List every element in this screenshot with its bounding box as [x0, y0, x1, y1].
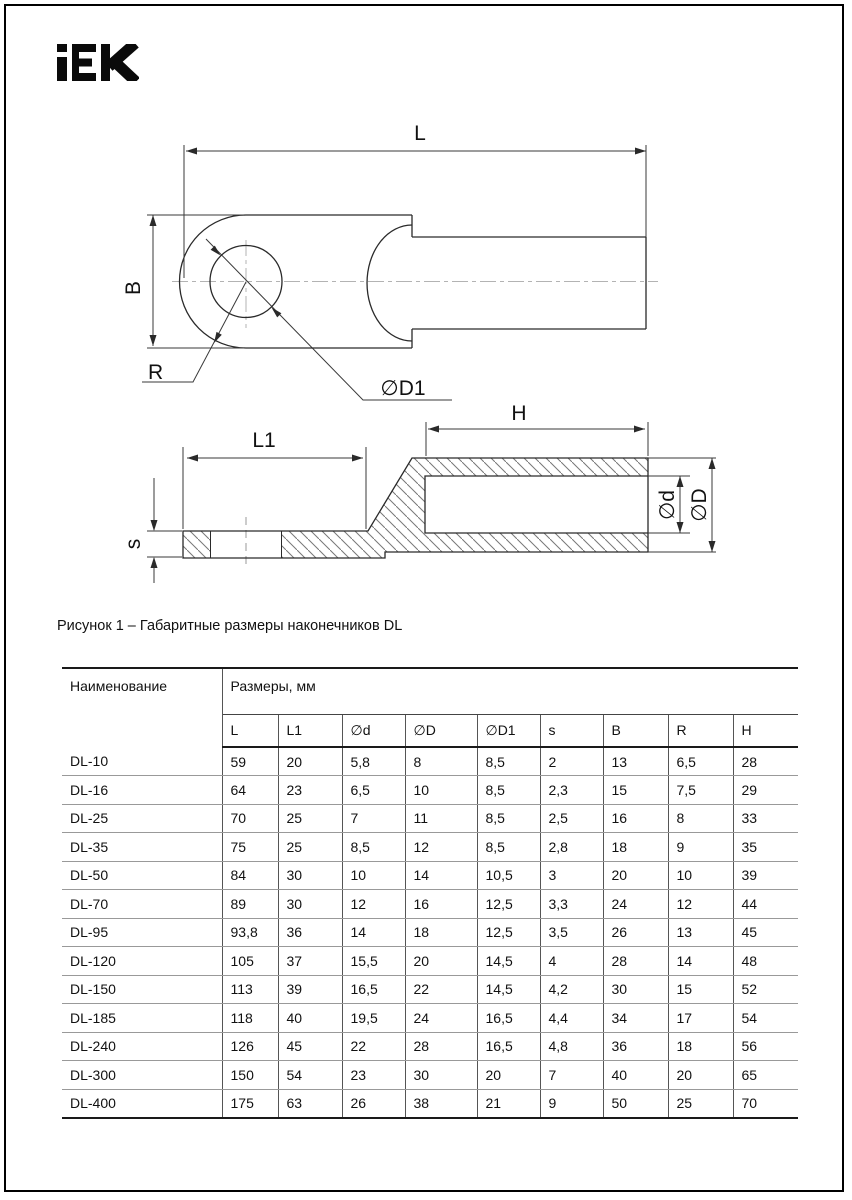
row-value: 2,3 [540, 776, 603, 805]
row-value: 26 [603, 918, 668, 947]
row-value: 75 [222, 833, 278, 862]
row-value: 36 [603, 1032, 668, 1061]
row-value: 64 [222, 776, 278, 805]
row-value: 37 [278, 947, 342, 976]
row-value: 12,5 [477, 890, 540, 919]
row-value: 6,5 [342, 776, 405, 805]
row-value: 65 [733, 1061, 798, 1090]
row-value: 4,8 [540, 1032, 603, 1061]
row-value: 3,3 [540, 890, 603, 919]
row-value: 7,5 [668, 776, 733, 805]
label-L: L [414, 122, 426, 145]
table-row [62, 1089, 798, 1118]
row-value: 118 [222, 1004, 278, 1033]
table-row [62, 975, 798, 1004]
row-value: 20 [278, 747, 342, 776]
row-value: 105 [222, 947, 278, 976]
hole-diameter-leader [206, 239, 452, 400]
row-value: 18 [405, 918, 477, 947]
label-D: ∅D [688, 488, 711, 522]
row-value: 28 [603, 947, 668, 976]
row-value: 15,5 [342, 947, 405, 976]
row-value: 63 [278, 1089, 342, 1118]
row-value: 8 [668, 804, 733, 833]
dimension-d [656, 476, 684, 533]
row-value: 12 [668, 890, 733, 919]
row-value: 25 [278, 804, 342, 833]
bore-outline [425, 476, 648, 533]
row-value: 8 [405, 747, 477, 776]
header-row-group [62, 668, 798, 714]
row-value: 4 [540, 947, 603, 976]
row-value: 10 [342, 861, 405, 890]
row-value: 4,4 [540, 1004, 603, 1033]
row-value: 30 [278, 861, 342, 890]
row-value: 150 [222, 1061, 278, 1090]
column-header: ∅d [342, 714, 405, 747]
column-header: ∅D1 [477, 714, 540, 747]
row-value: 70 [222, 804, 278, 833]
row-value: 23 [342, 1061, 405, 1090]
row-value: 8,5 [477, 776, 540, 805]
table-row [62, 776, 798, 805]
row-value: 44 [733, 890, 798, 919]
row-value: 25 [278, 833, 342, 862]
header-name: Наименование [62, 668, 222, 747]
row-value: 3 [540, 861, 603, 890]
row-value: 3,5 [540, 918, 603, 947]
table-row [62, 890, 798, 919]
row-value: 2,5 [540, 804, 603, 833]
row-name: DL-25 [62, 804, 222, 833]
barrel-outline [412, 237, 646, 329]
table-row [62, 861, 798, 890]
row-value: 38 [405, 1089, 477, 1118]
row-value: 35 [733, 833, 798, 862]
table-body [62, 747, 798, 1118]
dimension-s [122, 478, 182, 583]
row-value: 12 [342, 890, 405, 919]
row-value: 45 [278, 1032, 342, 1061]
label-R: R [148, 361, 164, 384]
row-value: 28 [733, 747, 798, 776]
column-header: L [222, 714, 278, 747]
row-value: 24 [405, 1004, 477, 1033]
row-value: 16,5 [342, 975, 405, 1004]
bore-arc [367, 225, 412, 341]
dimension-L [184, 122, 646, 278]
row-value: 15 [603, 776, 668, 805]
row-value: 8,5 [477, 833, 540, 862]
row-value: 30 [278, 890, 342, 919]
row-name: DL-400 [62, 1089, 222, 1118]
dimension-D [688, 458, 716, 552]
row-name: DL-120 [62, 947, 222, 976]
column-header: s [540, 714, 603, 747]
row-value: 20 [668, 1061, 733, 1090]
table-row [62, 1032, 798, 1061]
figure-caption: Рисунок 1 – Габаритные размеры наконечников DL [57, 618, 403, 634]
row-value: 40 [603, 1061, 668, 1090]
row-value: 14 [342, 918, 405, 947]
label-D1: ∅D1 [380, 377, 426, 400]
row-name: DL-70 [62, 890, 222, 919]
row-value: 175 [222, 1089, 278, 1118]
drawing-side-section [122, 402, 716, 583]
row-value: 17 [668, 1004, 733, 1033]
row-value: 15 [668, 975, 733, 1004]
row-value: 19,5 [342, 1004, 405, 1033]
row-value: 33 [733, 804, 798, 833]
table-row [62, 947, 798, 976]
row-value: 70 [733, 1089, 798, 1118]
row-value: 30 [603, 975, 668, 1004]
row-value: 20 [477, 1061, 540, 1090]
column-header: B [603, 714, 668, 747]
table-row [62, 1004, 798, 1033]
row-value: 16 [405, 890, 477, 919]
row-value: 13 [603, 747, 668, 776]
row-name: DL-35 [62, 833, 222, 862]
row-value: 18 [603, 833, 668, 862]
row-value: 14 [405, 861, 477, 890]
row-value: 29 [733, 776, 798, 805]
row-value: 8,5 [342, 833, 405, 862]
row-name: DL-10 [62, 747, 222, 776]
column-header: H [733, 714, 798, 747]
table-row [62, 804, 798, 833]
row-name: DL-50 [62, 861, 222, 890]
row-value: 40 [278, 1004, 342, 1033]
label-B: B [122, 280, 145, 296]
row-value: 24 [603, 890, 668, 919]
table-row [62, 833, 798, 862]
row-value: 7 [342, 804, 405, 833]
label-H: H [511, 402, 527, 425]
row-value: 36 [278, 918, 342, 947]
row-value: 89 [222, 890, 278, 919]
row-value: 14 [668, 947, 733, 976]
row-value: 59 [222, 747, 278, 776]
row-value: 14,5 [477, 947, 540, 976]
row-value: 21 [477, 1089, 540, 1118]
row-name: DL-240 [62, 1032, 222, 1061]
label-L1: L1 [252, 429, 276, 452]
row-value: 9 [540, 1089, 603, 1118]
row-value: 28 [405, 1032, 477, 1061]
row-value: 45 [733, 918, 798, 947]
row-value: 26 [342, 1089, 405, 1118]
label-s: s [122, 538, 145, 550]
row-value: 18 [668, 1032, 733, 1061]
row-value: 16,5 [477, 1032, 540, 1061]
row-value: 30 [405, 1061, 477, 1090]
row-value: 113 [222, 975, 278, 1004]
row-value: 39 [733, 861, 798, 890]
row-value: 10 [668, 861, 733, 890]
row-value: 7 [540, 1061, 603, 1090]
row-value: 54 [278, 1061, 342, 1090]
row-value: 54 [733, 1004, 798, 1033]
row-value: 93,8 [222, 918, 278, 947]
row-value: 56 [733, 1032, 798, 1061]
table-row [62, 1061, 798, 1090]
row-value: 9 [668, 833, 733, 862]
row-value: 126 [222, 1032, 278, 1061]
drawing-top-view [122, 122, 658, 400]
row-name: DL-150 [62, 975, 222, 1004]
row-value: 12 [405, 833, 477, 862]
row-value: 6,5 [668, 747, 733, 776]
row-value: 48 [733, 947, 798, 976]
row-value: 2 [540, 747, 603, 776]
row-name: DL-185 [62, 1004, 222, 1033]
row-value: 20 [405, 947, 477, 976]
row-value: 16,5 [477, 1004, 540, 1033]
row-name: DL-300 [62, 1061, 222, 1090]
label-d: ∅d [656, 490, 679, 520]
row-value: 8,5 [477, 804, 540, 833]
row-value: 11 [405, 804, 477, 833]
row-value: 13 [668, 918, 733, 947]
row-name: DL-16 [62, 776, 222, 805]
row-value: 52 [733, 975, 798, 1004]
row-value: 5,8 [342, 747, 405, 776]
row-value: 34 [603, 1004, 668, 1033]
column-header: ∅D [405, 714, 477, 747]
row-value: 20 [603, 861, 668, 890]
row-value: 25 [668, 1089, 733, 1118]
row-value: 22 [405, 975, 477, 1004]
dimension-L1 [183, 429, 366, 529]
row-value: 14,5 [477, 975, 540, 1004]
column-header: R [668, 714, 733, 747]
row-value: 4,2 [540, 975, 603, 1004]
row-name: DL-95 [62, 918, 222, 947]
row-value: 50 [603, 1089, 668, 1118]
row-value: 2,8 [540, 833, 603, 862]
row-value: 39 [278, 975, 342, 1004]
header-sizes-group: Размеры, мм [222, 668, 798, 714]
dimensions-table [62, 667, 798, 1119]
column-header: L1 [278, 714, 342, 747]
row-value: 10 [405, 776, 477, 805]
row-value: 10,5 [477, 861, 540, 890]
row-value: 22 [342, 1032, 405, 1061]
table-row [62, 747, 798, 776]
row-value: 8,5 [477, 747, 540, 776]
row-value: 84 [222, 861, 278, 890]
dimension-H [426, 402, 648, 456]
row-value: 16 [603, 804, 668, 833]
row-value: 23 [278, 776, 342, 805]
row-value: 12,5 [477, 918, 540, 947]
table-row [62, 918, 798, 947]
